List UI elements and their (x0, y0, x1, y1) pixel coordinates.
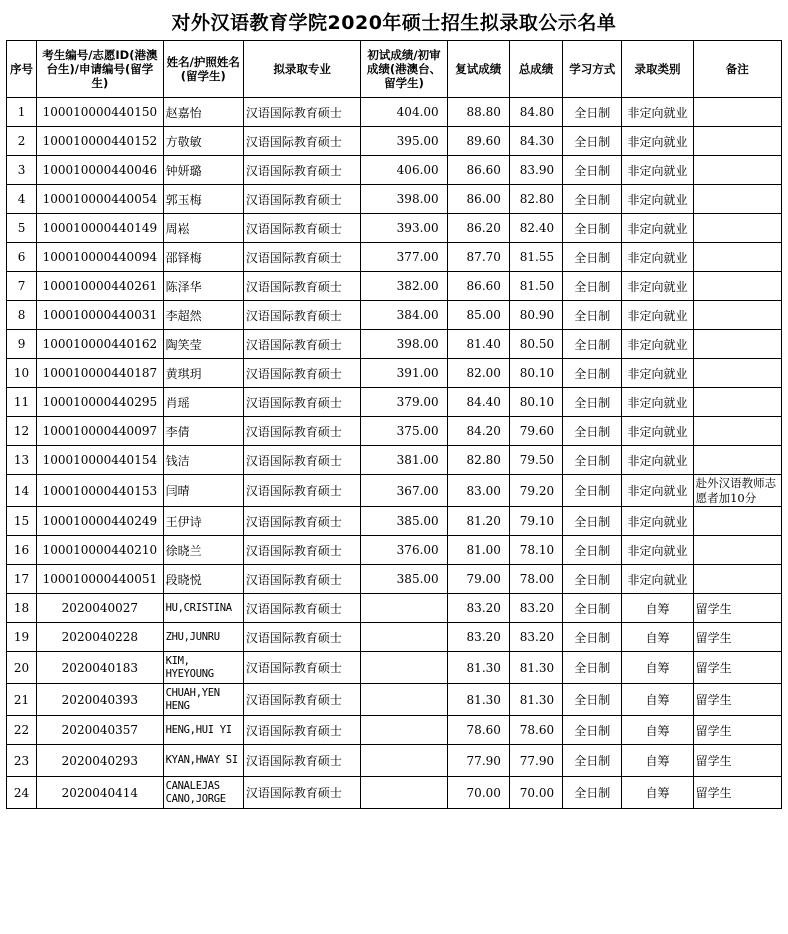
cell-name: KIM, HYEYOUNG (163, 652, 243, 684)
table-row (7, 98, 782, 127)
cell-remark (693, 388, 781, 417)
cell-category: 自筹 (622, 745, 693, 777)
cell-remark: 留学生 (693, 777, 781, 809)
cell-initial-score: 381.00 (361, 446, 447, 475)
cell-category: 非定向就业 (622, 127, 693, 156)
cell-total-score: 80.10 (509, 359, 562, 388)
cell-initial-score: 393.00 (361, 214, 447, 243)
header-name: 姓名/护照姓名(留学生) (163, 41, 243, 98)
cell-initial-score: 398.00 (361, 185, 447, 214)
cell-remark (693, 507, 781, 536)
cell-category: 非定向就业 (622, 536, 693, 565)
cell-initial-score: 385.00 (361, 565, 447, 594)
cell-total-score: 81.30 (509, 684, 562, 716)
cell-retest-score: 84.20 (447, 417, 509, 446)
cell-initial-score (361, 777, 447, 809)
cell-name: 李超然 (163, 301, 243, 330)
cell-study-mode: 全日制 (563, 652, 622, 684)
cell-initial-score (361, 716, 447, 745)
cell-study-mode: 全日制 (563, 127, 622, 156)
cell-name: 王伊诗 (163, 507, 243, 536)
cell-candidate-id: 100010000440153 (37, 475, 163, 507)
cell-major: 汉语国际教育硕士 (243, 214, 360, 243)
cell-candidate-id: 100010000440046 (37, 156, 163, 185)
cell-total-score: 79.10 (509, 507, 562, 536)
cell-study-mode: 全日制 (563, 716, 622, 745)
cell-seq: 13 (7, 446, 37, 475)
cell-seq: 19 (7, 623, 37, 652)
cell-remark: 留学生 (693, 716, 781, 745)
cell-name: 钱洁 (163, 446, 243, 475)
cell-total-score: 83.20 (509, 594, 562, 623)
cell-remark: 赴外汉语教师志愿者加10分 (693, 475, 781, 507)
cell-category: 自筹 (622, 623, 693, 652)
cell-candidate-id: 100010000440295 (37, 388, 163, 417)
cell-category: 非定向就业 (622, 156, 693, 185)
table-row (7, 652, 782, 684)
cell-total-score: 84.30 (509, 127, 562, 156)
cell-candidate-id: 100010000440187 (37, 359, 163, 388)
cell-name: ZHU,JUNRU (163, 623, 243, 652)
cell-initial-score: 404.00 (361, 98, 447, 127)
cell-remark (693, 243, 781, 272)
cell-study-mode: 全日制 (563, 185, 622, 214)
cell-study-mode: 全日制 (563, 594, 622, 623)
cell-category: 非定向就业 (622, 475, 693, 507)
cell-retest-score: 78.60 (447, 716, 509, 745)
cell-remark (693, 330, 781, 359)
cell-retest-score: 87.70 (447, 243, 509, 272)
cell-category: 自筹 (622, 594, 693, 623)
cell-remark (693, 446, 781, 475)
cell-retest-score: 83.00 (447, 475, 509, 507)
cell-category: 非定向就业 (622, 301, 693, 330)
table-row (7, 156, 782, 185)
cell-name: 方敬敏 (163, 127, 243, 156)
cell-seq: 11 (7, 388, 37, 417)
cell-total-score: 80.50 (509, 330, 562, 359)
cell-candidate-id: 100010000440210 (37, 536, 163, 565)
cell-major: 汉语国际教育硕士 (243, 243, 360, 272)
cell-candidate-id: 2020040228 (37, 623, 163, 652)
table-row (7, 623, 782, 652)
cell-category: 非定向就业 (622, 388, 693, 417)
cell-initial-score: 376.00 (361, 536, 447, 565)
cell-retest-score: 81.30 (447, 652, 509, 684)
cell-initial-score (361, 684, 447, 716)
cell-total-score: 83.90 (509, 156, 562, 185)
cell-initial-score (361, 652, 447, 684)
cell-study-mode: 全日制 (563, 156, 622, 185)
cell-total-score: 82.40 (509, 214, 562, 243)
cell-name: 邵铎梅 (163, 243, 243, 272)
table-row (7, 272, 782, 301)
cell-category: 非定向就业 (622, 214, 693, 243)
cell-total-score: 82.80 (509, 185, 562, 214)
cell-retest-score: 81.40 (447, 330, 509, 359)
table-row (7, 716, 782, 745)
cell-candidate-id: 100010000440054 (37, 185, 163, 214)
table-row (7, 745, 782, 777)
cell-category: 非定向就业 (622, 330, 693, 359)
cell-total-score: 79.60 (509, 417, 562, 446)
cell-name: CHUAH,YEN HENG (163, 684, 243, 716)
table-row (7, 565, 782, 594)
cell-seq: 5 (7, 214, 37, 243)
cell-seq: 7 (7, 272, 37, 301)
cell-study-mode: 全日制 (563, 272, 622, 301)
cell-major: 汉语国际教育硕士 (243, 777, 360, 809)
cell-major: 汉语国际教育硕士 (243, 330, 360, 359)
cell-name: 郭玉梅 (163, 185, 243, 214)
cell-retest-score: 81.30 (447, 684, 509, 716)
table-row (7, 359, 782, 388)
cell-study-mode: 全日制 (563, 446, 622, 475)
cell-study-mode: 全日制 (563, 359, 622, 388)
cell-initial-score: 385.00 (361, 507, 447, 536)
cell-category: 非定向就业 (622, 185, 693, 214)
cell-study-mode: 全日制 (563, 777, 622, 809)
cell-remark (693, 98, 781, 127)
cell-candidate-id: 100010000440152 (37, 127, 163, 156)
table-row (7, 417, 782, 446)
table-row (7, 243, 782, 272)
cell-retest-score: 81.20 (447, 507, 509, 536)
cell-major: 汉语国际教育硕士 (243, 301, 360, 330)
cell-candidate-id: 2020040357 (37, 716, 163, 745)
cell-candidate-id: 2020040393 (37, 684, 163, 716)
cell-initial-score: 375.00 (361, 417, 447, 446)
cell-major: 汉语国际教育硕士 (243, 652, 360, 684)
cell-study-mode: 全日制 (563, 301, 622, 330)
cell-study-mode: 全日制 (563, 243, 622, 272)
cell-total-score: 80.90 (509, 301, 562, 330)
table-row (7, 594, 782, 623)
cell-major: 汉语国际教育硕士 (243, 185, 360, 214)
cell-candidate-id: 2020040293 (37, 745, 163, 777)
cell-category: 非定向就业 (622, 272, 693, 301)
cell-major: 汉语国际教育硕士 (243, 536, 360, 565)
cell-name: 闫晴 (163, 475, 243, 507)
cell-total-score: 78.10 (509, 536, 562, 565)
table-row (7, 777, 782, 809)
cell-retest-score: 70.00 (447, 777, 509, 809)
cell-total-score: 78.00 (509, 565, 562, 594)
cell-initial-score: 379.00 (361, 388, 447, 417)
cell-initial-score (361, 594, 447, 623)
cell-initial-score: 384.00 (361, 301, 447, 330)
cell-total-score: 81.30 (509, 652, 562, 684)
cell-total-score: 79.20 (509, 475, 562, 507)
cell-study-mode: 全日制 (563, 623, 622, 652)
cell-total-score: 77.90 (509, 745, 562, 777)
cell-name: 段晓悦 (163, 565, 243, 594)
cell-seq: 8 (7, 301, 37, 330)
header-seq: 序号 (7, 41, 37, 98)
cell-retest-score: 83.20 (447, 623, 509, 652)
cell-category: 非定向就业 (622, 446, 693, 475)
header-study-mode: 学习方式 (563, 41, 622, 98)
table-row (7, 446, 782, 475)
cell-category: 非定向就业 (622, 98, 693, 127)
header-retest-score: 复试成绩 (447, 41, 509, 98)
cell-seq: 20 (7, 652, 37, 684)
cell-major: 汉语国际教育硕士 (243, 594, 360, 623)
cell-name: 周崧 (163, 214, 243, 243)
table-row (7, 214, 782, 243)
cell-candidate-id: 100010000440051 (37, 565, 163, 594)
cell-total-score: 78.60 (509, 716, 562, 745)
cell-major: 汉语国际教育硕士 (243, 388, 360, 417)
cell-candidate-id: 2020040414 (37, 777, 163, 809)
cell-name: CANALEJAS CANO,JORGE (163, 777, 243, 809)
table-row (7, 507, 782, 536)
admission-table (6, 40, 782, 809)
cell-retest-score: 81.00 (447, 536, 509, 565)
cell-name: 李倩 (163, 417, 243, 446)
cell-initial-score (361, 745, 447, 777)
cell-major: 汉语国际教育硕士 (243, 446, 360, 475)
table-header-row (7, 41, 782, 98)
table-row (7, 475, 782, 507)
cell-total-score: 70.00 (509, 777, 562, 809)
header-category: 录取类别 (622, 41, 693, 98)
table-row (7, 127, 782, 156)
cell-study-mode: 全日制 (563, 214, 622, 243)
cell-seq: 15 (7, 507, 37, 536)
cell-category: 非定向就业 (622, 565, 693, 594)
cell-seq: 17 (7, 565, 37, 594)
cell-category: 自筹 (622, 652, 693, 684)
cell-category: 自筹 (622, 777, 693, 809)
cell-major: 汉语国际教育硕士 (243, 565, 360, 594)
header-id: 考生编号/志愿ID(港澳台生)/申请编号(留学生) (37, 41, 163, 98)
cell-major: 汉语国际教育硕士 (243, 98, 360, 127)
cell-remark (693, 359, 781, 388)
cell-initial-score: 367.00 (361, 475, 447, 507)
cell-total-score: 81.55 (509, 243, 562, 272)
cell-total-score: 80.10 (509, 388, 562, 417)
table-row (7, 301, 782, 330)
cell-initial-score (361, 623, 447, 652)
cell-initial-score: 391.00 (361, 359, 447, 388)
cell-major: 汉语国际教育硕士 (243, 716, 360, 745)
table-row (7, 684, 782, 716)
cell-seq: 1 (7, 98, 37, 127)
cell-name: 赵嘉怡 (163, 98, 243, 127)
cell-initial-score: 382.00 (361, 272, 447, 301)
cell-candidate-id: 100010000440154 (37, 446, 163, 475)
cell-retest-score: 85.00 (447, 301, 509, 330)
cell-seq: 23 (7, 745, 37, 777)
cell-major: 汉语国际教育硕士 (243, 684, 360, 716)
cell-total-score: 83.20 (509, 623, 562, 652)
cell-major: 汉语国际教育硕士 (243, 127, 360, 156)
cell-study-mode: 全日制 (563, 98, 622, 127)
cell-name: 陶笑莹 (163, 330, 243, 359)
cell-total-score: 81.50 (509, 272, 562, 301)
cell-name: HU,CRISTINA (163, 594, 243, 623)
cell-total-score: 84.80 (509, 98, 562, 127)
cell-retest-score: 82.00 (447, 359, 509, 388)
cell-candidate-id: 100010000440031 (37, 301, 163, 330)
cell-initial-score: 377.00 (361, 243, 447, 272)
cell-major: 汉语国际教育硕士 (243, 156, 360, 185)
table-row (7, 388, 782, 417)
cell-study-mode: 全日制 (563, 417, 622, 446)
cell-retest-score: 83.20 (447, 594, 509, 623)
header-remark: 备注 (693, 41, 781, 98)
cell-retest-score: 86.60 (447, 156, 509, 185)
cell-candidate-id: 100010000440094 (37, 243, 163, 272)
cell-major: 汉语国际教育硕士 (243, 359, 360, 388)
cell-name: 钟妍璐 (163, 156, 243, 185)
cell-initial-score: 398.00 (361, 330, 447, 359)
cell-remark (693, 214, 781, 243)
cell-retest-score: 86.00 (447, 185, 509, 214)
cell-retest-score: 89.60 (447, 127, 509, 156)
cell-candidate-id: 2020040183 (37, 652, 163, 684)
cell-seq: 4 (7, 185, 37, 214)
cell-seq: 9 (7, 330, 37, 359)
cell-name: 徐晓兰 (163, 536, 243, 565)
cell-seq: 6 (7, 243, 37, 272)
table-row (7, 536, 782, 565)
cell-major: 汉语国际教育硕士 (243, 745, 360, 777)
cell-remark: 留学生 (693, 623, 781, 652)
cell-seq: 22 (7, 716, 37, 745)
cell-category: 自筹 (622, 684, 693, 716)
cell-study-mode: 全日制 (563, 684, 622, 716)
cell-retest-score: 82.80 (447, 446, 509, 475)
cell-initial-score: 406.00 (361, 156, 447, 185)
cell-remark: 留学生 (693, 594, 781, 623)
cell-category: 非定向就业 (622, 243, 693, 272)
cell-retest-score: 86.60 (447, 272, 509, 301)
cell-category: 自筹 (622, 716, 693, 745)
cell-remark (693, 417, 781, 446)
cell-remark (693, 565, 781, 594)
cell-study-mode: 全日制 (563, 507, 622, 536)
cell-remark (693, 156, 781, 185)
cell-remark: 留学生 (693, 652, 781, 684)
cell-candidate-id: 100010000440150 (37, 98, 163, 127)
cell-remark (693, 272, 781, 301)
cell-candidate-id: 2020040027 (37, 594, 163, 623)
cell-seq: 21 (7, 684, 37, 716)
cell-remark: 留学生 (693, 745, 781, 777)
cell-remark (693, 536, 781, 565)
cell-name: 肖瑶 (163, 388, 243, 417)
table-row (7, 185, 782, 214)
cell-category: 非定向就业 (622, 359, 693, 388)
table-body (7, 98, 782, 809)
cell-study-mode: 全日制 (563, 565, 622, 594)
cell-seq: 18 (7, 594, 37, 623)
table-row (7, 330, 782, 359)
cell-retest-score: 86.20 (447, 214, 509, 243)
page-title: 对外汉语教育学院2020年硕士招生拟录取公示名单 (171, 12, 617, 34)
cell-name: KYAN,HWAY SI (163, 745, 243, 777)
cell-name: 黄琪玥 (163, 359, 243, 388)
cell-study-mode: 全日制 (563, 330, 622, 359)
cell-major: 汉语国际教育硕士 (243, 272, 360, 301)
cell-name: 陈泽华 (163, 272, 243, 301)
cell-seq: 14 (7, 475, 37, 507)
cell-seq: 10 (7, 359, 37, 388)
cell-seq: 12 (7, 417, 37, 446)
cell-seq: 3 (7, 156, 37, 185)
cell-candidate-id: 100010000440149 (37, 214, 163, 243)
header-total-score: 总成绩 (509, 41, 562, 98)
cell-candidate-id: 100010000440249 (37, 507, 163, 536)
cell-remark: 留学生 (693, 684, 781, 716)
cell-study-mode: 全日制 (563, 745, 622, 777)
cell-seq: 24 (7, 777, 37, 809)
cell-initial-score: 395.00 (361, 127, 447, 156)
cell-retest-score: 88.80 (447, 98, 509, 127)
cell-seq: 16 (7, 536, 37, 565)
cell-retest-score: 84.40 (447, 388, 509, 417)
cell-retest-score: 79.00 (447, 565, 509, 594)
cell-study-mode: 全日制 (563, 388, 622, 417)
header-initial-score: 初试成绩/初审成绩(港澳台、留学生) (361, 41, 447, 98)
cell-retest-score: 77.90 (447, 745, 509, 777)
cell-seq: 2 (7, 127, 37, 156)
cell-candidate-id: 100010000440162 (37, 330, 163, 359)
cell-candidate-id: 100010000440097 (37, 417, 163, 446)
cell-remark (693, 127, 781, 156)
cell-category: 非定向就业 (622, 417, 693, 446)
cell-study-mode: 全日制 (563, 475, 622, 507)
cell-candidate-id: 100010000440261 (37, 272, 163, 301)
cell-category: 非定向就业 (622, 507, 693, 536)
cell-major: 汉语国际教育硕士 (243, 417, 360, 446)
cell-major: 汉语国际教育硕士 (243, 623, 360, 652)
cell-remark (693, 301, 781, 330)
cell-total-score: 79.50 (509, 446, 562, 475)
cell-major: 汉语国际教育硕士 (243, 507, 360, 536)
cell-remark (693, 185, 781, 214)
header-major: 拟录取专业 (243, 41, 360, 98)
cell-study-mode: 全日制 (563, 536, 622, 565)
cell-name: HENG,HUI YI (163, 716, 243, 745)
cell-major: 汉语国际教育硕士 (243, 475, 360, 507)
